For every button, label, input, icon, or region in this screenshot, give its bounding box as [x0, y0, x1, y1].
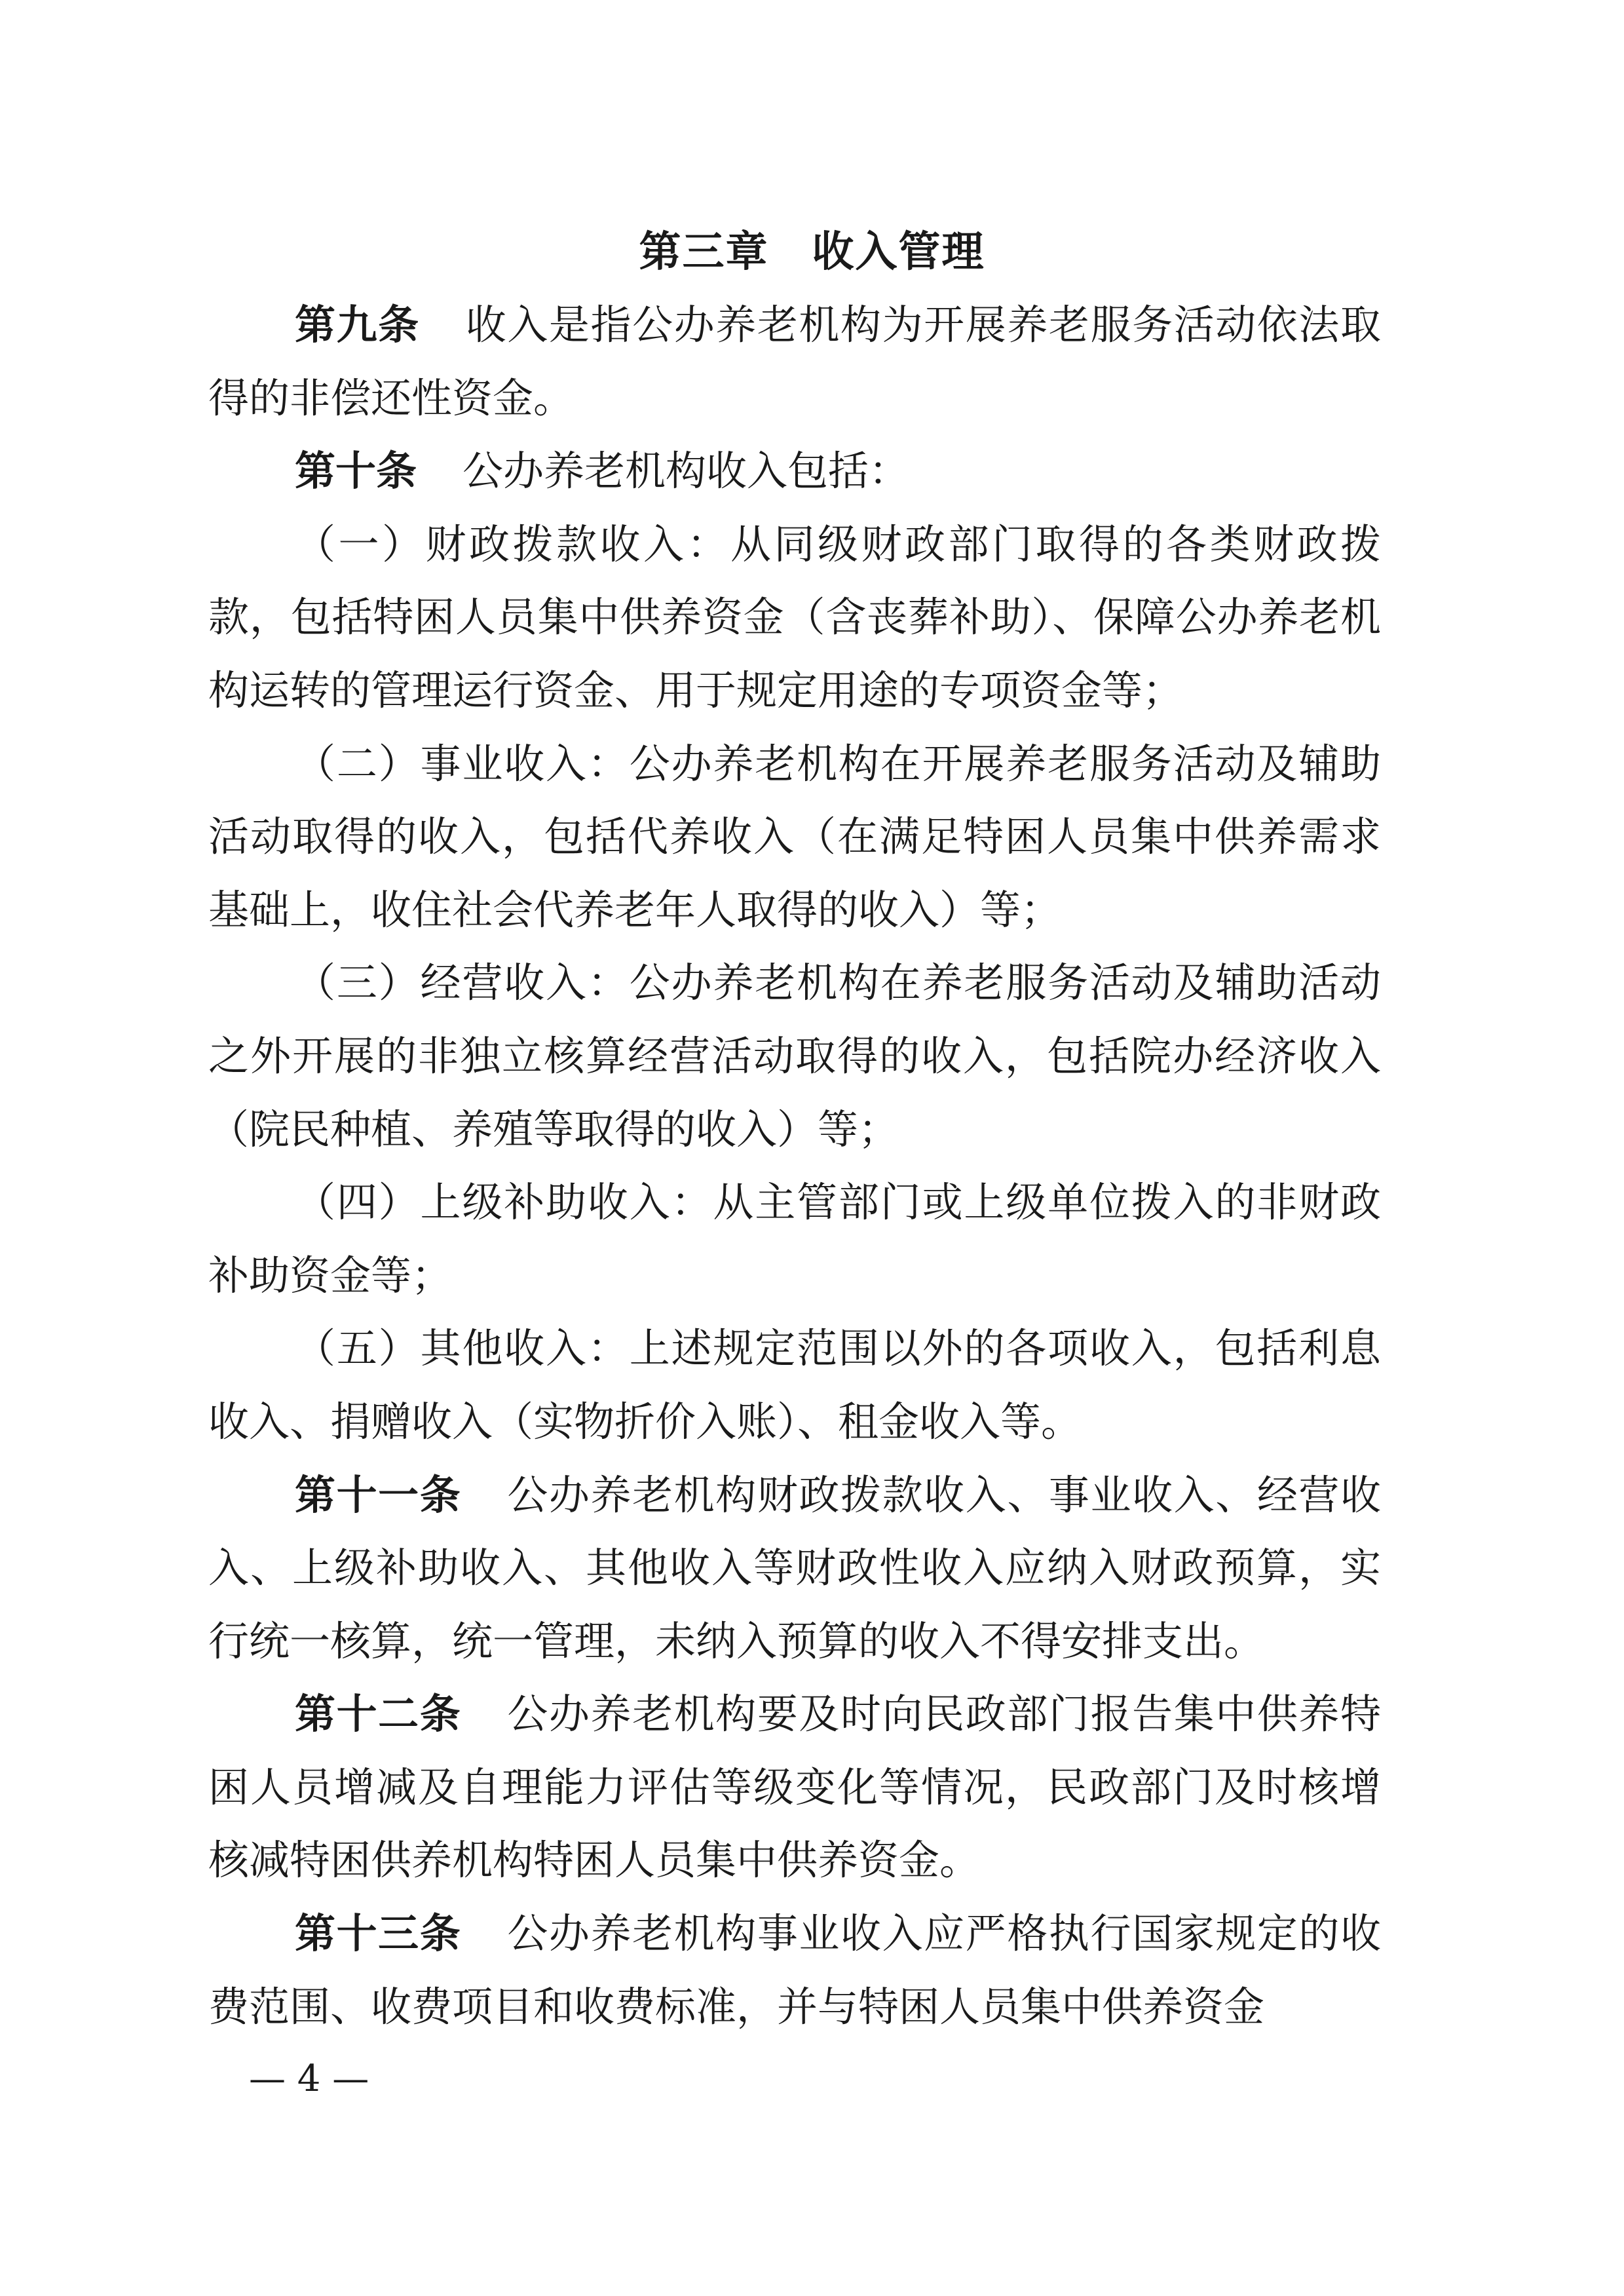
article-label: 第九条: [295, 301, 420, 349]
chapter-title: 第三章 收入管理: [639, 228, 985, 277]
paragraph-text: （五）其他收入：上述规定范围以外的各项收入，包括利息收入、捐赠收入（实物折价入账）、租金收入等。: [208, 1324, 1381, 1445]
paragraph-article-10: [208, 434, 1381, 508]
article-label: 第十一条: [295, 1470, 462, 1519]
article-label: 第十条: [295, 447, 417, 495]
paragraph-text: 收入是指公办养老机构为开展养老服务活动依法取得的非偿还性资金。: [208, 301, 1381, 422]
paragraph-item-2: [208, 727, 1381, 947]
body-text: [208, 288, 1381, 2043]
paragraph-text: 公办养老机构要及时向民政部门报告集中供养特困人员增减及自理能力评估等级变化等情况，民政部门及时核增核减特困供养机构特困人员集中供养资金。: [208, 1690, 1381, 1885]
paragraph-text: （二）事业收入：公办养老机构在开展养老服务活动及辅助活动取得的收入，包括代养收入（在满足特困人员集中供养需求基础上，收住社会代养老年人取得的收入）等；: [208, 739, 1381, 934]
paragraph-text: （四）上级补助收入：从主管部门或上级单位拨入的非财政补助资金等；: [208, 1178, 1381, 1299]
paragraph-item-1: [208, 508, 1381, 727]
paragraph-text: 公办养老机构收入包括：: [463, 447, 910, 495]
paragraph-item-3: [208, 946, 1381, 1166]
paragraph-text: 公办养老机构事业收入应严格执行国家规定的收费范围、收费项目和收费标准，并与特困人员集中供养资金: [208, 1909, 1381, 2031]
paragraph-item-5: [208, 1312, 1381, 1458]
paragraph-text: （一）财政拨款收入：从同级财政部门取得的各类财政拨款，包括特困人员集中供养资金（含丧葬补助）、保障公办养老机构运转的管理运行资金、用于规定用途的专项资金等；: [208, 520, 1381, 714]
paragraph-article-13: [208, 1897, 1381, 2043]
paragraph-article-9: [208, 288, 1381, 434]
paragraph-item-4: [208, 1166, 1381, 1312]
page-number: — 4 —: [249, 2057, 369, 2100]
article-label: 第十二条: [295, 1690, 462, 1738]
paragraph-text: （三）经营收入：公办养老机构在养老服务活动及辅助活动之外开展的非独立核算经营活动取得的收入，包括院办经济收入（院民种植、养殖等取得的收入）等；: [208, 959, 1381, 1153]
paragraph-text: 公办养老机构财政拨款收入、事业收入、经营收入、上级补助收入、其他收入等财政性收入应纳入财政预算，实行统一核算，统一管理，未纳入预算的收入不得安排支出。: [208, 1470, 1381, 1665]
article-label: 第十三条: [295, 1909, 462, 1958]
paragraph-article-11: [208, 1459, 1381, 1678]
paragraph-article-12: [208, 1677, 1381, 1897]
